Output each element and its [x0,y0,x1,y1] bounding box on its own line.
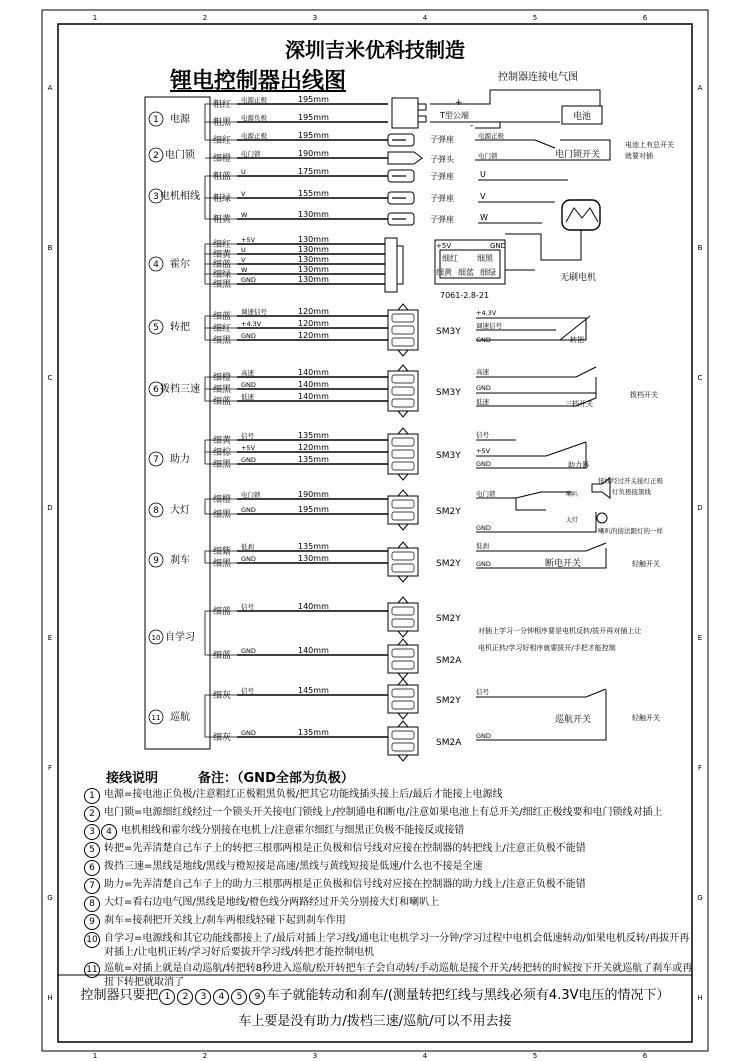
group-name: 电门锁 [165,150,195,161]
bullet-seat-label: 子弹座 [430,172,454,181]
diagram-title: 锂电控制器出线图 [170,69,347,94]
phase-label: W [480,213,488,222]
note-item [84,806,694,822]
group-name: 电源 [170,114,190,125]
wire-signal: W [241,211,248,219]
t-plug-pins [418,104,426,122]
wire-color: 细紫 [213,547,232,557]
note-text: 大灯=看右边电气图/黑线是地线/橙色线分两路经过开关分别接大灯和喇叭上 [104,897,440,908]
wire-length: 175mm [298,167,329,176]
footer-numbers [158,988,266,1003]
wire-color: 细黑 [213,336,232,346]
wire-color: 细蓝 [213,260,232,270]
note-item [84,860,694,876]
motor-label: 无刷电机 [560,273,597,283]
group-name: 电机相线 [160,191,200,202]
wire-signal: 电源正极 [241,132,267,140]
footer-number: 1 [159,989,175,1005]
hall-pin: +5V [436,242,452,250]
wire-color: 细黑 [213,280,232,290]
throttle-label: 转把 [570,336,584,344]
wire-color: 粗红 [213,100,232,110]
wire-length: 130mm [298,265,329,274]
assist-gnd: GND [476,460,491,468]
wire-color: 细黄 [213,250,232,260]
note-item [84,842,694,858]
wire-length: 190mm [298,149,329,158]
hall-pin: GND [490,242,507,250]
note-text: 刹车=接刹把开关线上/刹车两根线轻碰下起到刹车作用 [104,915,346,926]
group-name: 霍尔 [170,259,190,270]
footer-number: 2 [177,989,193,1005]
sm3y-connector-label: SM3Y [436,451,461,461]
t-plug [392,98,418,128]
group-name: 拨档三速 [160,384,200,395]
light-gnd: GND [476,524,491,532]
throttle-signal: 调速信号 [476,322,502,330]
frame-bottom-label: 1 [92,1052,98,1060]
footer-number: 5 [231,989,247,1005]
light-label: 大灯 [566,517,579,524]
light-lines [476,492,596,532]
hall-connector [385,238,397,292]
note-text: 电源=接电池正负极/注意粗红正极粗黑负极/把其它功能线插头接上后/最后才能接上电源线 [104,789,503,800]
group-number: 5 [153,323,159,333]
shift-gnd: GND [476,384,491,392]
wire-signal: V [241,190,246,198]
assist-v5: +5V [476,447,491,455]
wire-signal: 电源负极 [241,114,267,122]
sm2a-connector-label: SM2A [436,738,462,748]
frame-left-label: C [47,374,53,382]
cruise-gnd: GND [476,732,491,740]
bullet-seat-label: 子弹座 [430,194,454,203]
wire-signal: 信号 [241,432,254,440]
touch-switch-label: 轻触开关 [632,560,660,568]
wire-length: 195mm [298,95,329,104]
battery-label: 电池 [572,112,592,122]
wire-signal: U [241,246,246,254]
wire-length: 135mm [298,455,329,464]
wire-signal: GND [241,276,256,284]
wire-length: 135mm [298,728,329,737]
sm3y-connector-label: SM3Y [436,388,461,398]
wire-length: 135mm [298,542,329,551]
frame-top-label: 6 [642,14,648,22]
wire-length: 140mm [298,602,329,611]
elec-door-lock: 电门锁 [478,152,498,160]
wire-signal: V [241,256,246,264]
frame-top-label: 4 [422,14,428,22]
hall-pin: 细黄 [436,268,452,277]
brake-switch-label: 断电开关 [545,559,582,569]
wire-color: 细蓝 [213,651,232,661]
footer-line-1: 控制器只要把 1 2 3 4 5 9 车子就能转动和刹车/(测量转把红线与黑线必须有4.3V电压的情况下） [80,988,670,1003]
wires [237,95,388,737]
note-number: 9 [84,914,100,930]
wire-length: 120mm [298,443,329,452]
notes-heading: 接线说明 备注：（GND全部为负极） [106,771,354,786]
frame-left-label: D [47,504,53,512]
sm2a-connector-label: SM2A [436,656,462,666]
t-plug-label: T型公端 [440,111,469,120]
connectors [385,98,506,761]
learn-note: 对插上学习一分钟相序要是电机反转/拔开再对插上让 [478,627,642,635]
wire-signal: 调速信号 [241,308,267,316]
wire-signal: GND [241,647,256,655]
note-text: 电机相线和霍尔线分别接在电机上/注意霍尔细红与细黑正负极不能接反或接错 [121,825,465,836]
note-number: 6 [84,860,100,876]
group-name: 大灯 [170,505,190,516]
wire-signal: GND [241,381,256,389]
wire-color: 细蓝 [213,607,232,617]
wire-length: 140mm [298,646,329,655]
hall-pin: 细绿 [480,268,496,277]
frame-bottom-label: 4 [422,1052,428,1060]
wire-length: 190mm [298,490,329,499]
note-number: 10 [84,932,100,960]
note-item [84,878,694,894]
group-name: 自学习 [165,632,195,643]
assist-signal: 信号 [476,431,489,439]
frame-left-label: H [47,994,53,1002]
shift-switch-label: 拨档开关 [630,391,658,399]
bullet-seat-label: 子弹座 [430,135,454,144]
frame-right-label: A [697,84,703,92]
electrical-diagram-title: 控制器连接电气图 [498,72,578,83]
wire-length: 145mm [298,686,329,695]
wire-signal: 电源正极 [241,96,267,104]
frame-bottom-label: 3 [312,1052,318,1060]
wire-color: 细绿 [213,270,232,280]
motor-hall-lead [505,230,581,270]
throttle-gnd: GND [476,336,491,344]
phase-label: V [480,192,486,201]
note-text: 自学习=电源线和其它功能线都接上了/最后对插上学习线/通电让电机学习一分钟/学习过程中电机会低速转动/如果电机反转/再拔开再对插上/让电机正转/学习好后要拔开学习线/转把才能控制电机 [104,933,690,958]
frame-right-label: D [697,504,703,512]
sm3y-connector [388,371,418,411]
wire-color: 粗黑 [213,118,232,128]
bullet-head-label: 子弹头 [430,155,454,164]
wire-color: 细灰 [213,691,232,701]
group-number: 1 [153,115,159,125]
note-text: 拨挡三速=黑线是地线/黑线与橙短接是高速/黑线与黄线短接是低速/什么也不接是全速 [104,861,483,872]
frame-bottom-label: 5 [532,1052,538,1060]
note-items [84,788,694,990]
elec-power-positive: 电源正极 [478,132,504,140]
frame-left-label: B [47,244,53,252]
wire-color: 细橙 [213,373,232,383]
wire-color: 细橙 [213,495,232,505]
wire-color: 细红 [213,240,232,250]
wire-length: 130mm [298,245,329,254]
door-switch-label: 电门锁开关 [555,150,601,160]
frame-left-label: F [47,764,53,772]
note-item [84,824,694,840]
sm3y-connector [388,310,418,350]
frame-left-label: A [47,84,53,92]
footer-number: 9 [249,989,265,1005]
hall-pin: 细蓝 [458,268,474,277]
frame-bottom-label: 6 [642,1052,648,1060]
wire-length: 130mm [298,210,329,219]
wire-color: 细灰 [213,733,232,743]
group-number: 3 [153,192,159,202]
wire-color: 粗绿 [213,194,232,204]
hall-pin: 细红 [442,254,458,263]
note-number: 5 [84,842,100,858]
horn-label: 喇叭 [566,491,579,498]
wire-color: 粗蓝 [213,172,232,182]
wire-signal: U [241,168,246,176]
throttle-v43: +4.3V [476,309,497,317]
bullet-seat-label: 子弹座 [430,215,454,224]
wire-color: 细红 [213,136,232,146]
shift-high: 高速 [476,368,489,376]
note-number: 7 [84,878,100,894]
electrical-diagram [430,90,674,740]
wire-length: 120mm [298,331,329,340]
wiring-notes [84,772,694,990]
note-item [84,788,694,804]
light-icon [597,513,607,523]
wire-signal: +4.3V [241,320,262,328]
wire-signal: GND [241,456,256,464]
wire-color: 细红 [213,324,232,334]
frame-right-label: E [697,634,703,642]
light-note: 接线经过开关接灯正极 [598,477,663,485]
note-text: 转把=先弄清楚自己车子上的转把三根那两根是正负极和信号线对应接在控制器的转把线上/注意正负极不能错 [104,843,586,854]
group-name: 转把 [170,322,190,333]
note-number: 3 4 [84,824,117,840]
wire-length: 130mm [298,255,329,264]
cruise-switch-label: 巡航开关 [555,715,592,725]
sm2y-connector-label: SM2Y [436,559,461,569]
frame-top-label: 3 [312,14,318,22]
hall-pin: 细黑 [477,254,493,263]
sm2y-connector-label: SM2Y [436,507,461,517]
sm3y-connector [388,434,418,474]
negative-tie [475,122,500,128]
learn-note: 电机正转/学习好相序就要拔开/手把才能控制 [478,644,616,652]
frame-right-label: B [697,244,703,252]
wire-length: 130mm [298,235,329,244]
wire-length: 120mm [298,319,329,328]
wire-length: 130mm [298,554,329,563]
brake-gnd: GND [476,560,491,568]
note-text: 助力=先弄清楚自己车子上的助力三根那两根是正负极和信号线对应接在控制器的助力线上/注意正负极不能错 [104,879,586,890]
wire-signal: 高速 [241,369,254,377]
group-number: 6 [153,385,159,395]
group-number: 11 [151,714,161,722]
notes-remark: 备注：（GND全部为负极） [198,771,354,786]
frame-top-label: 2 [202,14,208,22]
wire-length: 120mm [298,307,329,316]
battery-plus: + [455,98,463,108]
note-number: 2 [84,806,100,822]
wire-signal: W [241,266,248,274]
cruise-touch-label: 轻触开关 [632,714,660,722]
footer-line-2: 车上要是没有助力/拨档三速/巡航/可以不用去接 [238,1014,512,1029]
frame-left-label: G [47,894,53,902]
wire-length: 155mm [298,189,329,198]
wire-length: 195mm [298,505,329,514]
wire-signal: 信号 [241,687,254,695]
frame-right-label: F [697,764,703,772]
wire-color: 细棕 [213,448,232,458]
brake-low: 低刹 [476,542,489,550]
wire-signal: 电门锁 [241,491,261,499]
wire-length: 140mm [298,392,329,401]
wire-color: 细黄 [213,436,232,446]
three-speed-label: 三档开关 [565,400,593,408]
frame-left-label: E [47,634,53,642]
light-note: 灯负极接黑线 [612,488,651,496]
wire-signal: +5V [241,444,256,452]
group-name: 刹车 [170,555,190,566]
frame-top-label: 1 [92,14,98,22]
frame-bottom-label: 2 [202,1052,208,1060]
wire-signal: 电门锁 [241,150,261,158]
phase-label: U [480,170,486,179]
group-number: 7 [153,455,159,465]
bullet-head [388,152,422,164]
wire-color: 粗黄 [213,215,232,225]
footer-number: 4 [213,989,229,1005]
wire-signal: 信号 [241,603,254,611]
group-number: 9 [153,556,159,566]
light-door-lock: 电门锁 [476,490,496,498]
sm2y-connector-label: SM2Y [436,696,461,706]
frame-right-label: H [697,994,703,1002]
wire-length: 135mm [298,431,329,440]
wire-color: 细黑 [213,510,232,520]
sm2y-connector-label: SM2Y [436,614,461,624]
hall-connector-lip [397,246,403,284]
wire-length: 130mm [298,275,329,284]
note-text: 电门锁=电源细红线经过一个锁头开关接电门锁线上/控制通电和断电/注意如果电池上有总开关/细红正极线要和电门锁线对插上 [104,807,663,818]
frame-right-label: G [697,894,703,902]
wire-signal: GND [241,332,256,340]
frame-right-label: C [697,374,703,382]
left-groups [149,98,237,743]
light-note: 喇叭的接法跟灯的一样 [598,527,663,535]
wire-signal: +5V [241,236,256,244]
sm3y-connector-label: SM3Y [436,327,461,337]
wire-color: 细蓝 [213,397,232,407]
note-item [84,896,694,912]
group-number: 8 [153,506,159,516]
group-name: 助力 [170,454,190,465]
footer-number: 3 [195,989,211,1005]
wire-signal: GND [241,555,256,563]
wire-length: 195mm [298,131,329,140]
wire-length: 140mm [298,368,329,377]
group-number: 4 [153,260,159,270]
note-text: 巡航=对插上就是自动巡航/转把转8秒进入巡航/松开转把车子会自动转/手动巡航是接个开关/转把转的时候按下开关就巡航了刹车或再扭下转把就取消了 [104,963,693,988]
note-number: 11 [84,962,100,990]
brake-lines [476,543,606,568]
wire-signal: GND [241,729,256,737]
shift-low: 低速 [476,398,489,406]
group-number: 10 [151,634,161,642]
note-number: 1 [84,788,100,804]
wire-color: 细黑 [213,460,232,470]
wire-length: 195mm [298,113,329,122]
frame-top-label: 5 [532,14,538,22]
door-note: 电池上有总开关 [625,141,674,149]
cruise-signal: 信号 [476,688,489,696]
assist-label: 助力器 [568,461,589,469]
wire-length: 140mm [298,380,329,389]
door-note: 就要对插 [625,152,653,160]
wire-color: 细橙 [213,154,232,164]
wire-signal: GND [241,506,256,514]
note-number: 8 [84,896,100,912]
hall-code: 7061-2.8-21 [440,291,490,300]
wire-signal: 低刹 [241,543,254,551]
wire-signal: 低速 [241,393,254,401]
group-name: 巡航 [170,712,190,723]
company-title: 深圳吉米优科技制造 [285,38,465,62]
wire-color: 细蓝 [213,312,232,322]
wire-color: 细黑 [213,385,232,395]
group-number: 2 [153,151,159,161]
battery-minus: - [470,121,474,131]
wire-color: 细黑 [213,559,232,569]
note-item [84,914,694,930]
note-item [84,932,694,960]
